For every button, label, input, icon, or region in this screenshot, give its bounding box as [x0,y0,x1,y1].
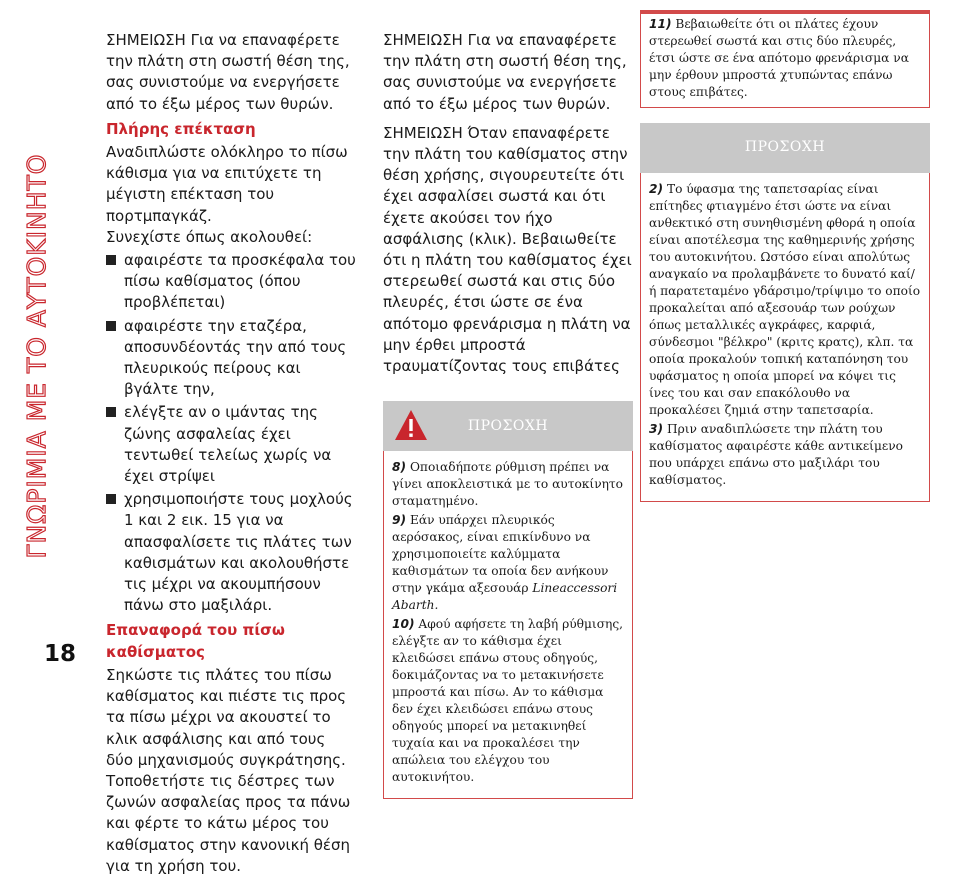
paragraph: Σηκώστε τις πλάτες του πίσω καθίσματος και πιέστε τις προς τα πίσω μέχρι να ακουστεί το κλικ ασφάλισης και από τους δύο μηχανισμούς συγκράτησης. [106,665,347,769]
bullet-item [106,250,356,314]
warning-triangle-icon [393,408,429,442]
paragraph: Τοποθετήστε τις δέστρες των ζωνών ασφαλείας προς τα πάνω και φέρτε το κάτω μέρος του καθίσματος στην κανονική θέση για τη χρήση του. [106,771,351,875]
section-heading-full-extend: Πλήρης επέκταση [106,119,256,138]
bullet-item [106,316,356,401]
bullet-item [106,402,356,487]
bullet-text: ελέγξτε αν ο ιμάντας της ζώνης ασφαλείας έχει τεντωθεί τελείως χωρίς να έχει στρίψει [124,403,332,486]
note-text: ΣΗΜΕΙΩΣΗ Όταν επαναφέρετε την πλάτη του καθίσματος στην θέση χρήσης, σιγουρευτείτε ότι έχει ασφαλίσει σωστά και ότι έχετε ακούσει τον ήχο ασφάλισης (κλικ). Βεβαιωθείτε ότι η πλάτη του καθίσματος έχει στερεωθεί σωστά και στις δύο πλευρές, έτσι ώστε σε ένα απότομο φρενάρισμα η πλάτη να μην έρθει μπροστά τραυματίζοντας τους επιβάτες [383,123,632,376]
caution-title: ΠΡΟΣΟΧΗ [744,139,826,156]
warning-banner [383,401,633,451]
square-bullet-icon [106,494,116,504]
square-bullet-icon [106,255,116,265]
column-3 [640,10,930,502]
bullet-text: χρησιμοποιήστε τους μοχλούς 1 και 2 εικ. 15 για να απασφαλίσετε τις πλάτες των καθισμάτων και ακολουθήστε τις μέχρι να ακουμπήσουν πάνω στο μαξιλάρι. [124,490,353,615]
warning-item: 11) Βεβαιωθείτε ότι οι πλάτες έχουν στερεωθεί σωστά και στις δύο πλευρές, έτσι ώστε σε ένα απότομο φρενάρισμα να μην έρθουν μπροστά χτυπώντας επάνω στους επιβάτες. [649,17,909,99]
caution-banner [640,123,930,173]
side-section-title [4,0,60,678]
paragraph: Συνεχίστε όπως ακολουθεί: [106,227,313,246]
side-title-text: ΓΝΩΡΙΜΙΑ ΜΕ ΤΟ ΑΥΤΟΚΙΝΗΤΟ [22,153,51,559]
square-bullet-icon [106,321,116,331]
warning-box [383,451,633,799]
warning-item: 8) Οποιαδήποτε ρύθμιση πρέπει να γίνει αποκλειστικά με το αυτοκίνητο σταματημένο. [392,460,623,509]
caution-item: 2) Το ύφασμα της ταπετσαρίας είναι επίτηδες φτιαγμένο έτσι ώστε να είναι ανθεκτικό στη συνηθισμένη φθορά η οποία είναι αποτέλεσμα της καθημερινής χρήσης του αυτοκινήτου. Ωστόσο είναι απολύτως αναγκαίο να προλαμβάνετε το δυνατό καί/ή παρατεταμένο γδάρσιμο/τρίψιμο το οποίο προκαλείται από αξεσουάρ των ρούχων όπως μεταλλικές αγκράφες, καρφιά, σύνδεσμοι "βέλκρο" (κριτς κρατς), κλπ. τα οποία προκαλούν τοπική καταπόνηση του υφάσματος η οποία μπορεί να κόψει τις ίνες του και σαν επακόλουθο να προκαλέσει ζημιά στην ταπετσαρία. [649,182,921,417]
column-1 [106,30,356,877]
warning-item: 9) Εάν υπάρχει πλευρικός αερόσακος, είναι επικίνδυνο να χρησιμοποιείτε καλύμματα καθισμάτων τα οποία δεν ανήκουν στην γκάμα αξεσουάρ Lineaccessori Abarth. [392,513,618,613]
page-number: 18 [44,641,77,667]
bullet-text: αφαιρέστε την εταζέρα, αποσυνδέοντάς την από τους πλευρικούς πείρους και βγάλτε την, [124,316,347,399]
note-text: ΣΗΜΕΙΩΣΗ Για να επαναφέρετε την πλάτη στη σωστή θέση της, σας συνιστούμε να ενεργήσετε από το έξω μέρος των θυρών. [383,31,627,113]
warning-item: 10) Αφού αφήσετε τη λαβή ρύθμισης, ελέγξτε αν το κάθισμα έχει κλειδώσει επάνω στους οδηγούς, δοκιμάζοντας να το μετακινήσετε μπροστά και πίσω. Αν το κάθισμα δεν έχει κλειδώσει επάνω στους οδηγούς μπορεί να μετακινηθεί τυχαία και να προκαλέσει την απώλεια του ελέγχου του αυτοκινήτου. [392,617,624,785]
caution-item: 3) Πριν αναδιπλώσετε την πλάτη του καθίσματος αφαιρέστε κάθε αντικείμενο που υπάρχει επάνω στο μαξιλάρι του καθίσματος. [649,422,903,487]
caution-box [640,173,930,502]
note-text: ΣΗΜΕΙΩΣΗ Για να επαναφέρετε την πλάτη στη σωστή θέση της, σας συνιστούμε να ενεργήσετε από το έξω μέρος των θυρών. [106,31,350,113]
paragraph: Αναδιπλώστε ολόκληρο το πίσω κάθισμα για να επιτύχετε τη μέγιστη επέκταση του πορτμπαγκάζ. [106,143,348,225]
bullet-item [106,489,356,616]
column-2 [383,30,633,799]
square-bullet-icon [106,407,116,417]
warning-continuation-box [640,10,930,108]
warning-title: ΠΡΟΣΟΧΗ [467,417,549,434]
bullet-text: αφαιρέστε τα προσκέφαλα του πίσω καθίσματος (όπου προβλέπεται) [124,251,356,312]
section-heading-restore: Επαναφορά του πίσω καθίσματος [106,621,285,661]
